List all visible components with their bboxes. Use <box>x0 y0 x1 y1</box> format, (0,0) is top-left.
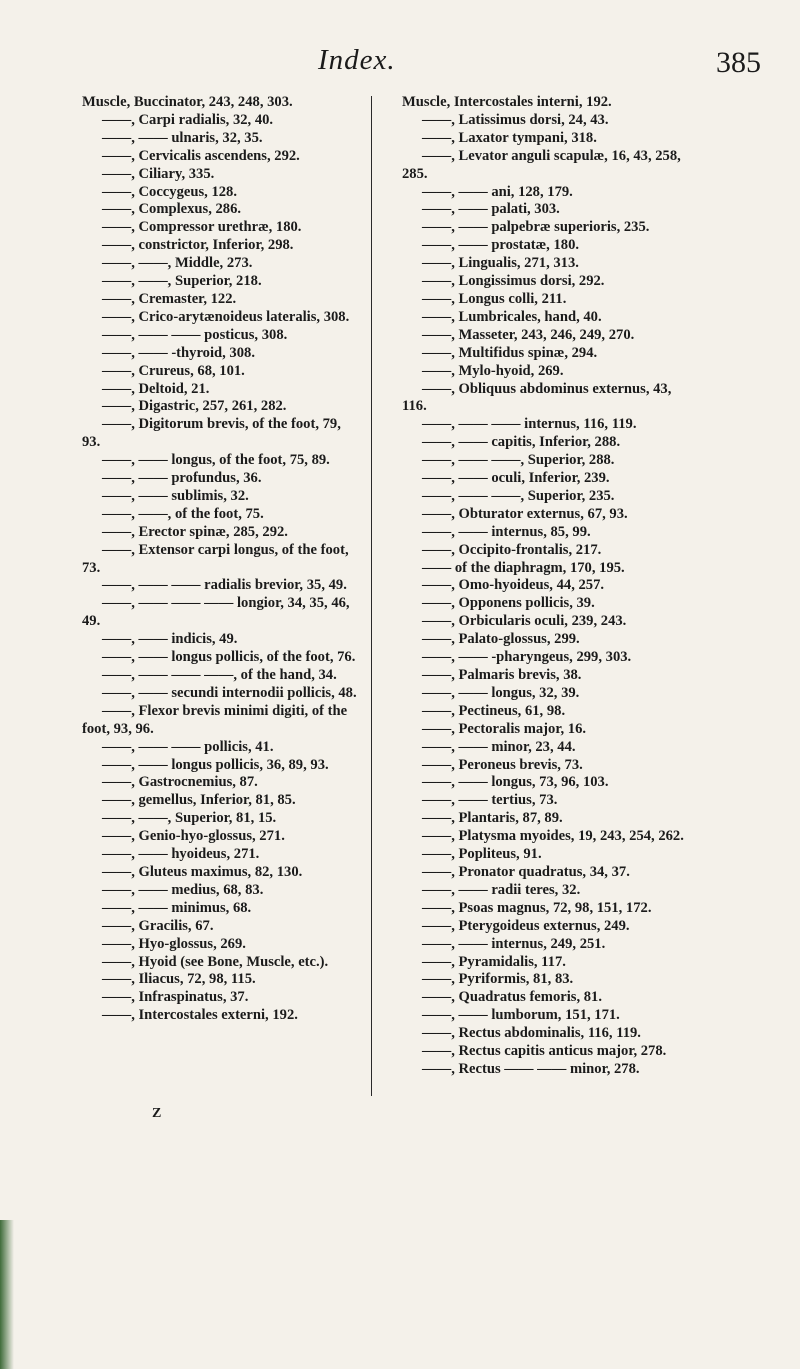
index-entry: ——, —— —— internus, 116, 119. <box>422 416 637 433</box>
index-entry: ——, —— lumborum, 151, 171. <box>422 1007 620 1024</box>
index-entry: Muscle, Buccinator, 243, 248, 303. <box>82 94 293 110</box>
index-entry: ——, Orbicularis oculi, 239, 243. <box>422 613 627 630</box>
index-entry: ——, Platysma myoides, 19, 243, 254, 262. <box>422 828 684 845</box>
page-edge-shadow <box>0 1220 14 1369</box>
index-entry: ——, Cremaster, 122. <box>102 290 237 307</box>
running-head: Index. <box>318 44 396 76</box>
index-entry: ——, —— profundus, 36. <box>102 470 262 487</box>
index-entry: ——, —— —— radialis brevior, 35, 49. <box>102 577 347 594</box>
index-entry: ——, Popliteus, 91. <box>422 846 542 863</box>
index-entry: ——, Rectus —— —— minor, 278. <box>422 1060 640 1077</box>
index-entry: ——, Lingualis, 271, 313. <box>422 255 579 272</box>
index-entry: ——, Intercostales externi, 192. <box>102 1007 298 1024</box>
index-entry: ——, Pyriformis, 81, 83. <box>422 971 574 988</box>
index-entry: ——, —— ulnaris, 32, 35. <box>102 129 263 146</box>
signature-mark: Z <box>152 1106 162 1121</box>
index-entry: ——, —— ——, Superior, 288. <box>422 452 615 469</box>
index-entry: ——, —— -thyroid, 308. <box>102 344 255 361</box>
index-entry: ——, ——, of the foot, 75. <box>102 505 264 522</box>
index-entry: ——, Mylo-hyoid, 269. <box>422 362 564 379</box>
index-entry: ——, Quadratus femoris, 81. <box>422 989 602 1006</box>
index-entry: ——, Longus colli, 211. <box>422 290 567 307</box>
index-entry: ——, —— longus, 32, 39. <box>422 684 580 701</box>
index-entry: ——, Opponens pollicis, 39. <box>422 595 595 612</box>
index-entry: ——, —— ——, Superior, 235. <box>422 487 615 504</box>
index-entry: ——, Hyoid (see Bone, Muscle, etc.). <box>102 953 329 970</box>
index-entry: ——, Infraspinatus, 37. <box>102 989 249 1006</box>
index-entry: ——, Coccygeus, 128. <box>102 183 237 200</box>
index-entry: ——, Compressor urethræ, 180. <box>102 219 302 236</box>
index-entry: ——, Latissimus dorsi, 24, 43. <box>422 111 609 128</box>
index-entry: ——, —— sublimis, 32. <box>102 487 249 504</box>
index-entry: ——, Deltoid, 21. <box>102 380 210 397</box>
index-entry: ——, —— longus pollicis, of the foot, 76. <box>102 649 356 666</box>
index-entry: ——, Lumbricales, hand, 40. <box>422 308 602 325</box>
index-entry: ——, —— palpebræ superioris, 235. <box>422 219 650 236</box>
index-entry: ——, Iliacus, 72, 98, 115. <box>102 971 256 988</box>
index-entry: ——, ——, Middle, 273. <box>102 255 253 272</box>
index-entry: ——, —— radii teres, 32. <box>422 881 581 898</box>
index-entry: ——, —— prostatæ, 180. <box>422 237 580 254</box>
index-entry: ——, ——, Superior, 81, 15. <box>102 810 277 827</box>
index-entry: ——, Rectus capitis anticus major, 278. <box>422 1043 667 1060</box>
index-entry: ——, Pyramidalis, 117. <box>422 953 566 970</box>
index-entry: ——, Rectus abdominalis, 116, 119. <box>422 1025 641 1042</box>
index-entry: ——, Obturator externus, 67, 93. <box>422 505 628 522</box>
index-entry: ——, Hyo-glossus, 269. <box>102 935 246 952</box>
index-entry: Muscle, Intercostales interni, 192. <box>402 94 612 110</box>
index-entry: ——, Cervicalis ascendens, 292. <box>102 147 300 164</box>
index-entry: ——, Occipito-frontalis, 217. <box>422 541 602 558</box>
index-entry: ——, Peroneus brevis, 73. <box>422 756 583 773</box>
index-entry: ——, —— tertius, 73. <box>422 792 558 809</box>
column-divider <box>371 96 372 1096</box>
index-entry: ——, —— internus, 85, 99. <box>422 523 591 540</box>
index-entry: ——, Plantaris, 87, 89. <box>422 810 563 827</box>
index-entry: ——, Digastric, 257, 261, 282. <box>102 398 287 415</box>
index-entry: —— of the diaphragm, 170, 195. <box>422 559 625 576</box>
index-entry: ——, Palmaris brevis, 38. <box>422 667 582 683</box>
index-entry: ——, —— —— —— longior, 34, 35, 46, 49. <box>82 595 350 630</box>
index-entry: ——, —— internus, 249, 251. <box>422 935 606 952</box>
index-entry: ——, Pectoralis major, 16. <box>422 720 587 737</box>
page-header <box>0 44 800 88</box>
index-entry: ——, Erector spinæ, 285, 292. <box>102 523 288 540</box>
index-entry: ——, Laxator tympani, 318. <box>422 129 597 146</box>
index-column-left <box>82 94 360 1025</box>
index-entry: ——, Gracilis, 67. <box>102 917 214 934</box>
index-entry: ——, —— capitis, Inferior, 288. <box>422 434 621 451</box>
page-number: 385 <box>716 46 761 79</box>
index-entry: ——, —— oculi, Inferior, 239. <box>422 470 610 487</box>
index-entry: ——, Carpi radialis, 32, 40. <box>102 111 274 128</box>
index-entry: ——, —— minimus, 68. <box>102 899 252 916</box>
index-entry: ——, Masseter, 243, 246, 249, 270. <box>422 326 635 343</box>
index-entry: ——, ——, Superior, 218. <box>102 273 262 290</box>
index-entry: ——, Multifidus spinæ, 294. <box>422 344 598 361</box>
index-entry: ——, Longissimus dorsi, 292. <box>422 273 605 290</box>
index-entry: ——, Extensor carpi longus, of the foot, 73. <box>82 541 349 576</box>
index-entry: ——, Ciliary, 335. <box>102 165 215 182</box>
index-entry: ——, Levator anguli scapulæ, 16, 43, 258, 285. <box>402 147 681 182</box>
index-entry: ——, Omo-hyoideus, 44, 257. <box>422 577 605 594</box>
index-entry: ——, Pronator quadratus, 34, 37. <box>422 863 630 880</box>
index-entry: ——, Gastrocnemius, 87. <box>102 774 258 791</box>
index-entry: ——, Gluteus maximus, 82, 130. <box>102 863 303 880</box>
index-entry: ——, Palato-glossus, 299. <box>422 631 580 648</box>
index-entry: ——, —— medius, 68, 83. <box>102 881 264 898</box>
index-entry: ——, —— -pharyngeus, 299, 303. <box>422 649 632 666</box>
index-entry: ——, Pectineus, 61, 98. <box>422 702 566 719</box>
index-entry: ——, —— palati, 303. <box>422 201 560 218</box>
index-entry: ——, —— minor, 23, 44. <box>422 738 576 755</box>
index-entry: ——, Psoas magnus, 72, 98, 151, 172. <box>422 899 652 916</box>
index-entry: ——, —— —— posticus, 308. <box>102 326 288 343</box>
index-entry: ——, —— secundi internodii pollicis, 48. <box>102 684 357 701</box>
index-entry: ——, —— longus, 73, 96, 103. <box>422 774 609 791</box>
index-entry: ——, Digitorum brevis, of the foot, 79, 93. <box>82 416 341 451</box>
index-entry: ——, —— hyoideus, 271. <box>102 846 260 863</box>
index-entry: ——, —— —— pollicis, 41. <box>102 738 274 755</box>
index-entry: ——, —— indicis, 49. <box>102 631 238 648</box>
index-entry: ——, Complexus, 286. <box>102 201 242 218</box>
index-entry: ——, constrictor, Inferior, 298. <box>102 237 294 254</box>
index-entry: ——, —— —— ——, of the hand, 34. <box>102 667 337 683</box>
index-entry: ——, —— ani, 128, 179. <box>422 183 573 200</box>
index-entry: ——, Genio-hyo-glossus, 271. <box>102 828 285 845</box>
index-entry: ——, Obliquus abdominus externus, 43, 116. <box>402 380 672 415</box>
index-entry: ——, —— longus, of the foot, 75, 89. <box>102 452 330 469</box>
index-entry: ——, Flexor brevis minimi digiti, of the foot, 93, 96. <box>82 702 348 737</box>
index-entry: ——, Crico-arytænoideus lateralis, 308. <box>102 308 350 325</box>
index-column-right <box>402 94 697 1079</box>
index-entry: ——, Pterygoideus externus, 249. <box>422 917 630 934</box>
index-entry: ——, —— longus pollicis, 36, 89, 93. <box>102 756 329 773</box>
index-entry: ——, gemellus, Inferior, 81, 85. <box>102 792 296 809</box>
index-entry: ——, Crureus, 68, 101. <box>102 362 245 379</box>
